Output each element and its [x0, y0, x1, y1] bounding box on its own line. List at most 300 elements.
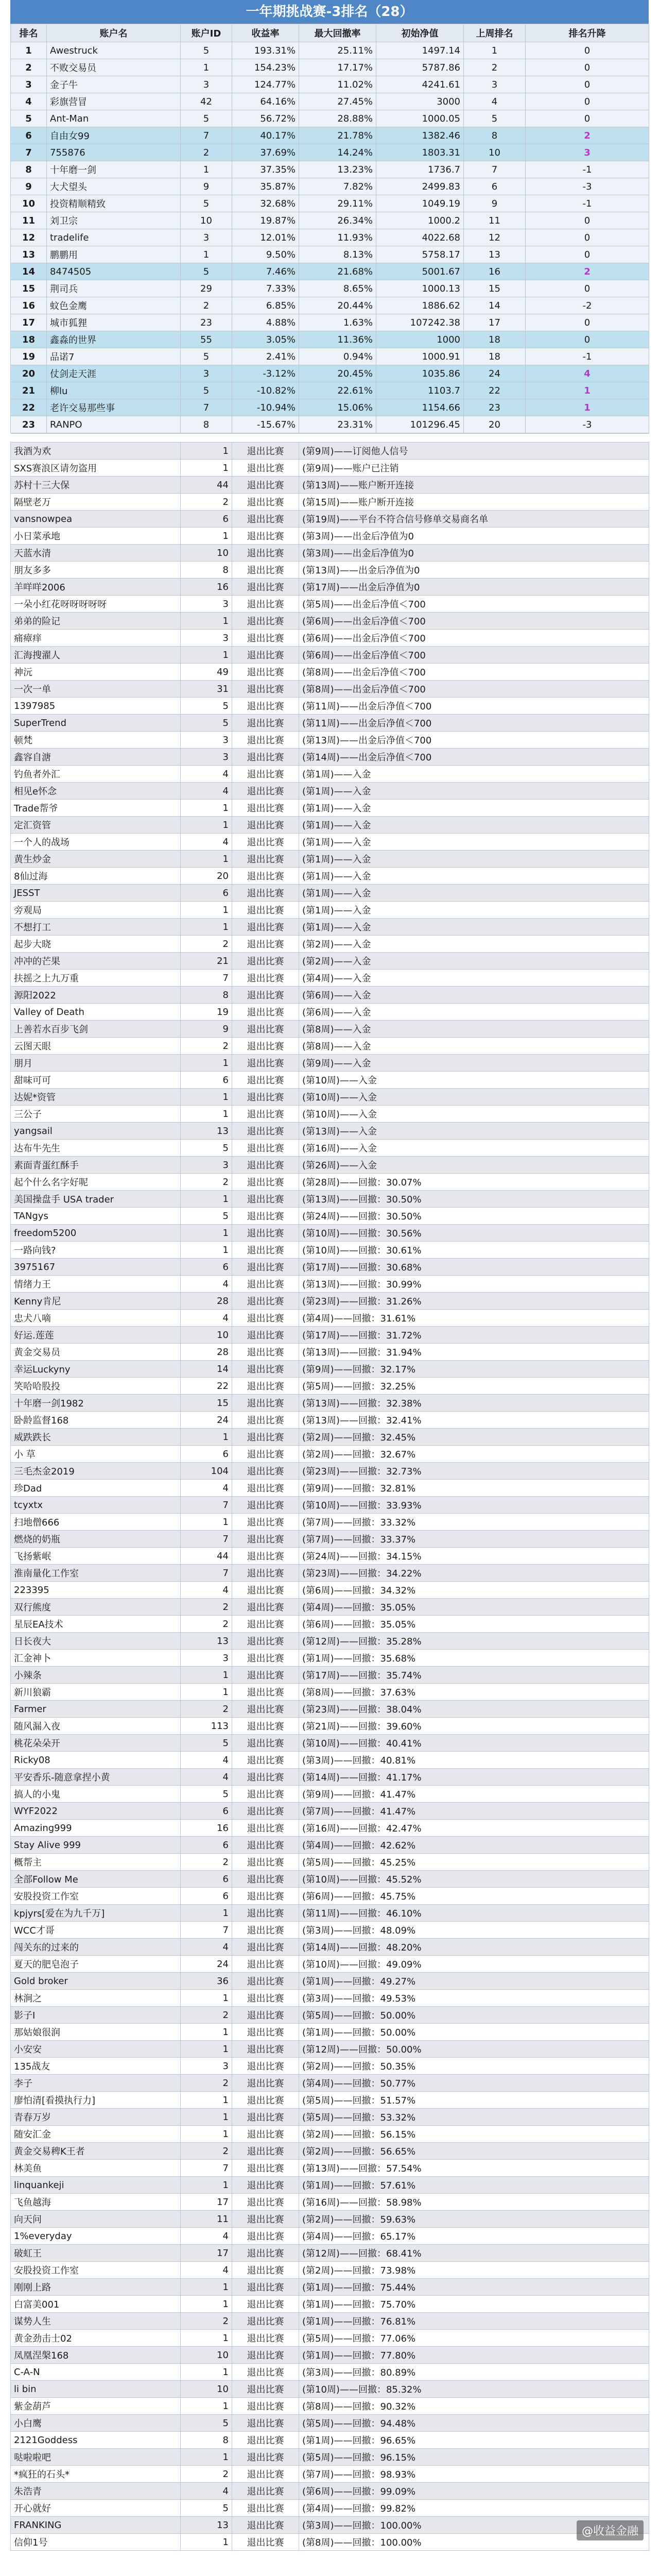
previous-rank-cell: 5	[464, 110, 526, 127]
account-name-cell: 平安香乐-随意拿捏小黄	[11, 1769, 181, 1786]
initial-nav-cell: 5787.86	[376, 59, 464, 76]
eliminated-row	[11, 681, 649, 698]
status-cell: 退出比赛	[232, 1888, 299, 1905]
ranking-row	[11, 93, 649, 110]
return-cell: 35.87%	[232, 178, 299, 195]
status-cell: 退出比赛	[232, 2194, 299, 2211]
account-name-cell: yangsail	[11, 1123, 181, 1140]
account-id-cell: 7	[181, 1922, 232, 1939]
ranking-row	[11, 314, 649, 331]
status-cell: 退出比赛	[232, 868, 299, 885]
status-cell: 退出比赛	[232, 1735, 299, 1752]
account-id-cell: 2	[181, 2466, 232, 2483]
status-cell: 退出比赛	[232, 2041, 299, 2058]
account-id-cell: 5	[181, 698, 232, 715]
account-name-cell: 双行熊度	[11, 1599, 181, 1616]
status-cell: 退出比赛	[232, 1599, 299, 1616]
status-cell: 退出比赛	[232, 1786, 299, 1803]
status-cell: 退出比赛	[232, 1344, 299, 1361]
status-cell: 退出比赛	[232, 443, 299, 460]
account-name-cell: 弟弟的险记	[11, 613, 181, 630]
eliminated-row	[11, 1718, 649, 1735]
account-id-cell: 4	[181, 1480, 232, 1497]
return-cell: 19.87%	[232, 212, 299, 229]
ranking-row	[11, 42, 649, 59]
reason-cell: (第15周)——账户断开连接	[299, 494, 649, 511]
eliminated-row	[11, 2024, 649, 2041]
status-cell: 退出比赛	[232, 511, 299, 528]
account-id-cell: 42	[181, 93, 232, 110]
reason-cell: (第2周)——回撤：32.45%	[299, 1429, 649, 1446]
status-cell: 退出比赛	[232, 630, 299, 647]
ranking-row	[11, 280, 649, 297]
eliminated-row	[11, 834, 649, 851]
status-cell: 退出比赛	[232, 1310, 299, 1327]
account-id-cell: 1	[181, 2364, 232, 2381]
status-cell: 退出比赛	[232, 766, 299, 783]
ranking-row	[11, 144, 649, 161]
account-name-cell: 定汇资管	[11, 817, 181, 834]
return-cell: 6.85%	[232, 297, 299, 314]
account-name-cell: 黄金交易员	[11, 1344, 181, 1361]
status-cell: 退出比赛	[232, 596, 299, 613]
account-name-cell: 飞扬紫岷	[11, 1548, 181, 1565]
account-name-cell: 自由女99	[47, 127, 181, 144]
eliminated-row	[11, 2466, 649, 2483]
status-cell: 退出比赛	[232, 1293, 299, 1310]
eliminated-row	[11, 2313, 649, 2330]
eliminated-row	[11, 1446, 649, 1463]
reason-cell: (第1周)——入金	[299, 834, 649, 851]
eliminated-row	[11, 2398, 649, 2415]
eliminated-row	[11, 1497, 649, 1514]
eliminated-row	[11, 1565, 649, 1582]
status-cell: 退出比赛	[232, 1480, 299, 1497]
reason-cell: (第5周)——回撤：45.25%	[299, 1854, 649, 1871]
account-name-cell: SuperTrend	[11, 715, 181, 732]
account-id-cell: 8	[181, 416, 232, 433]
reason-cell: (第7周)——回撤：98.93%	[299, 2466, 649, 2483]
status-cell: 退出比赛	[232, 1871, 299, 1888]
return-cell: -10.94%	[232, 399, 299, 416]
reason-cell: (第8周)——回撤：100.00%	[299, 2534, 649, 2551]
account-id-cell: 15	[181, 1395, 232, 1412]
eliminated-row	[11, 1803, 649, 1820]
account-name-cell: Ricky08	[11, 1752, 181, 1769]
rank-cell: 2	[11, 59, 47, 76]
ranking-row	[11, 382, 649, 399]
account-id-cell: 1	[181, 1089, 232, 1106]
account-id-cell: 1	[181, 443, 232, 460]
account-id-cell: 5	[181, 1735, 232, 1752]
reason-cell: (第13周)——回撤：57.54%	[299, 2160, 649, 2177]
account-name-cell: TANgys	[11, 1208, 181, 1225]
account-id-cell: 4	[181, 1769, 232, 1786]
account-name-cell: *疯狂的石头*	[11, 2466, 181, 2483]
account-id-cell: 1	[181, 1055, 232, 1072]
ranking-row	[11, 110, 649, 127]
rank-cell: 8	[11, 161, 47, 178]
account-id-cell: 4	[181, 834, 232, 851]
account-id-cell: 4	[181, 2483, 232, 2500]
return-cell: -15.67%	[232, 416, 299, 433]
rank-cell: 9	[11, 178, 47, 195]
ranking-row	[11, 297, 649, 314]
account-name-cell: 上善若水百步飞剑	[11, 1021, 181, 1038]
reason-cell: (第10周)——回撤：49.09%	[299, 1956, 649, 1973]
eliminated-row	[11, 1072, 649, 1089]
reason-cell: (第1周)——回撤：75.44%	[299, 2279, 649, 2296]
account-name-cell: 不想打工	[11, 919, 181, 936]
status-cell: 退出比赛	[232, 1633, 299, 1650]
ranking-row	[11, 348, 649, 365]
account-name-cell: 黄生炒金	[11, 851, 181, 868]
reason-cell: (第23周)——回撤：34.22%	[299, 1565, 649, 1582]
account-id-cell: 3	[181, 749, 232, 766]
account-name-cell: 一个人的战场	[11, 834, 181, 851]
account-name-cell: 李子	[11, 2075, 181, 2092]
return-cell: 32.68%	[232, 195, 299, 212]
account-name-cell: 影子I	[11, 2007, 181, 2024]
account-name-cell: 钓鱼者外汇	[11, 766, 181, 783]
reason-cell: (第1周)——回撤：76.81%	[299, 2313, 649, 2330]
account-name-cell: 青春万岁	[11, 2109, 181, 2126]
eliminated-row	[11, 749, 649, 766]
reason-cell: (第6周)——回撤：45.75%	[299, 1888, 649, 1905]
rank-cell: 12	[11, 229, 47, 246]
previous-rank-cell: 14	[464, 297, 526, 314]
reason-cell: (第2周)——入金	[299, 953, 649, 970]
account-id-cell: 5	[181, 1140, 232, 1157]
account-name-cell: 3975167	[11, 1259, 181, 1276]
account-id-cell: 8	[181, 562, 232, 579]
account-id-cell: 55	[181, 331, 232, 348]
status-cell: 退出比赛	[232, 1956, 299, 1973]
initial-nav-cell: 1049.19	[376, 195, 464, 212]
eliminated-row	[11, 1735, 649, 1752]
account-id-cell: 1	[181, 1429, 232, 1446]
rank-cell: 23	[11, 416, 47, 433]
ranking-row	[11, 178, 649, 195]
eliminated-row	[11, 817, 649, 834]
status-cell: 退出比赛	[232, 1582, 299, 1599]
eliminated-row	[11, 2347, 649, 2364]
previous-rank-cell: 7	[464, 161, 526, 178]
rank-change-cell: -1	[526, 161, 649, 178]
eliminated-row	[11, 1837, 649, 1854]
account-name-cell: 林美鱼	[11, 2160, 181, 2177]
account-name-cell: 谋势人生	[11, 2313, 181, 2330]
rank-cell: 19	[11, 348, 47, 365]
eliminated-row	[11, 868, 649, 885]
status-cell: 退出比赛	[232, 1922, 299, 1939]
status-cell: 退出比赛	[232, 2262, 299, 2279]
account-id-cell: 5	[181, 42, 232, 59]
status-cell: 退出比赛	[232, 1140, 299, 1157]
account-id-cell: 1	[181, 902, 232, 919]
eliminated-row	[11, 1361, 649, 1378]
status-cell: 退出比赛	[232, 1429, 299, 1446]
rank-cell: 22	[11, 399, 47, 416]
reason-cell: (第4周)——回撤：31.61%	[299, 1310, 649, 1327]
account-id-cell: 3	[181, 365, 232, 382]
account-id-cell: 1	[181, 2279, 232, 2296]
account-id-cell: 49	[181, 664, 232, 681]
account-id-cell: 2	[181, 1599, 232, 1616]
account-id-cell: 1	[181, 1242, 232, 1259]
account-id-cell: 1	[181, 800, 232, 817]
account-name-cell: 幸运Luckyny	[11, 1361, 181, 1378]
account-id-cell: 104	[181, 1463, 232, 1480]
account-id-cell: 6	[181, 1803, 232, 1820]
status-cell: 退出比赛	[232, 2279, 299, 2296]
eliminated-row	[11, 1786, 649, 1803]
eliminated-row	[11, 1582, 649, 1599]
account-id-cell: 7	[181, 1497, 232, 1514]
eliminated-row	[11, 1259, 649, 1276]
status-cell: 退出比赛	[232, 2500, 299, 2517]
account-id-cell: 1	[181, 2109, 232, 2126]
initial-nav-cell: 4241.61	[376, 76, 464, 93]
eliminated-row	[11, 2211, 649, 2228]
rank-cell: 1	[11, 42, 47, 59]
reason-cell: (第4周)——回撤：50.77%	[299, 2075, 649, 2092]
account-id-cell: 11	[181, 2211, 232, 2228]
status-cell: 退出比赛	[232, 1990, 299, 2007]
rank-change-cell: 0	[526, 246, 649, 263]
column-header: 收益率	[232, 24, 299, 42]
account-name-cell: 素面青蛋红酥手	[11, 1157, 181, 1174]
reason-cell: (第3周)——回撤：49.53%	[299, 1990, 649, 2007]
account-id-cell: 3	[181, 2058, 232, 2075]
status-cell: 退出比赛	[232, 902, 299, 919]
status-cell: 退出比赛	[232, 800, 299, 817]
eliminated-row	[11, 2279, 649, 2296]
initial-nav-cell: 4022.68	[376, 229, 464, 246]
account-id-cell: 1	[181, 1990, 232, 2007]
status-cell: 退出比赛	[232, 1446, 299, 1463]
account-name-cell: 老许交易那些事	[47, 399, 181, 416]
account-name-cell: 汇金神卜	[11, 1650, 181, 1667]
account-name-cell: 源阳2022	[11, 987, 181, 1004]
account-name-cell: 威跌跌长	[11, 1429, 181, 1446]
eliminated-row	[11, 715, 649, 732]
account-id-cell: 2	[181, 2075, 232, 2092]
account-name-cell: 蚊色金鹰	[47, 297, 181, 314]
previous-rank-cell: 24	[464, 365, 526, 382]
eliminated-row	[11, 1650, 649, 1667]
eliminated-row	[11, 2415, 649, 2432]
eliminated-row	[11, 664, 649, 681]
reason-cell: (第11周)——出金后净值＜700	[299, 715, 649, 732]
status-cell: 退出比赛	[232, 2364, 299, 2381]
rank-change-cell: 0	[526, 229, 649, 246]
status-cell: 退出比赛	[232, 2483, 299, 2500]
eliminated-row	[11, 2041, 649, 2058]
reason-cell: (第2周)——回撤：56.15%	[299, 2126, 649, 2143]
account-name-cell: FRANKING	[11, 2517, 181, 2534]
eliminated-row	[11, 1429, 649, 1446]
eliminated-row	[11, 1956, 649, 1973]
status-cell: 退出比赛	[232, 1327, 299, 1344]
column-header: 最大回撤率	[299, 24, 376, 42]
reason-cell: (第1周)——回撤：96.65%	[299, 2432, 649, 2449]
reason-cell: (第16周)——回撤：42.47%	[299, 1820, 649, 1837]
reason-cell: (第3周)——回撤：100.00%	[299, 2517, 649, 2534]
reason-cell: (第5周)——回撤：32.25%	[299, 1378, 649, 1395]
reason-cell: (第13周)——入金	[299, 1123, 649, 1140]
account-name-cell: WYF2022	[11, 1803, 181, 1820]
previous-rank-cell: 11	[464, 212, 526, 229]
account-name-cell: 2121Goddess	[11, 2432, 181, 2449]
account-id-cell: 1	[181, 2041, 232, 2058]
reason-cell: (第9周)——订阅他人信号	[299, 443, 649, 460]
account-name-cell: 廖怕清[看摸执行力]	[11, 2092, 181, 2109]
status-cell: 退出比赛	[232, 1021, 299, 1038]
drawdown-cell: 22.61%	[299, 382, 376, 399]
previous-rank-cell: 6	[464, 178, 526, 195]
eliminated-row	[11, 1191, 649, 1208]
status-cell: 退出比赛	[232, 2415, 299, 2432]
status-cell: 退出比赛	[232, 562, 299, 579]
account-id-cell: 4	[181, 783, 232, 800]
previous-rank-cell: 18	[464, 331, 526, 348]
ranking-row	[11, 76, 649, 93]
account-id-cell: 7	[181, 399, 232, 416]
status-cell: 退出比赛	[232, 579, 299, 596]
drawdown-cell: 7.82%	[299, 178, 376, 195]
reason-cell: (第8周)——入金	[299, 1021, 649, 1038]
eliminated-row	[11, 919, 649, 936]
account-id-cell: 14	[181, 1361, 232, 1378]
eliminated-row	[11, 1769, 649, 1786]
account-name-cell: Valley of Death	[11, 1004, 181, 1021]
eliminated-row	[11, 1616, 649, 1633]
rank-change-cell: 1	[526, 399, 649, 416]
status-cell: 退出比赛	[232, 732, 299, 749]
eliminated-row	[11, 2194, 649, 2211]
reason-cell: (第1周)——入金	[299, 851, 649, 868]
account-id-cell: 9	[181, 178, 232, 195]
drawdown-cell: 11.02%	[299, 76, 376, 93]
reason-cell: (第1周)——回撤：50.00%	[299, 2024, 649, 2041]
account-id-cell: 3	[181, 596, 232, 613]
account-id-cell: 1	[181, 1225, 232, 1242]
eliminated-row	[11, 2058, 649, 2075]
account-name-cell: 林涧之	[11, 1990, 181, 2007]
reason-cell: (第5周)——回撤：94.48%	[299, 2415, 649, 2432]
account-name-cell: 好运.莲莲	[11, 1327, 181, 1344]
status-cell: 退出比赛	[232, 2449, 299, 2466]
status-cell: 退出比赛	[232, 834, 299, 851]
status-cell: 退出比赛	[232, 545, 299, 562]
account-name-cell: 相见e怀念	[11, 783, 181, 800]
account-id-cell: 3	[181, 1650, 232, 1667]
eliminated-row	[11, 1990, 649, 2007]
eliminated-row	[11, 1922, 649, 1939]
reason-cell: (第10周)——回撤：45.52%	[299, 1871, 649, 1888]
account-name-cell: linquankeji	[11, 2177, 181, 2194]
table-title: 一年期挑战赛-3排名（28）	[10, 0, 649, 24]
eliminated-row	[11, 2245, 649, 2262]
reason-cell: (第23周)——回撤：31.26%	[299, 1293, 649, 1310]
rank-change-cell: 0	[526, 331, 649, 348]
account-id-cell: 7	[181, 127, 232, 144]
account-id-cell: 6	[181, 1888, 232, 1905]
reason-cell: (第23周)——回撤：32.73%	[299, 1463, 649, 1480]
eliminated-table	[10, 433, 649, 2551]
eliminated-row	[11, 1531, 649, 1548]
reason-cell: (第12周)——回撤：35.28%	[299, 1633, 649, 1650]
account-name-cell: 8474505	[47, 263, 181, 280]
reason-cell: (第8周)——入金	[299, 1038, 649, 1055]
reason-cell: (第1周)——入金	[299, 817, 649, 834]
eliminated-row	[11, 1684, 649, 1701]
account-name-cell: 鹏鹏用	[47, 246, 181, 263]
status-cell: 退出比赛	[232, 2007, 299, 2024]
eliminated-row	[11, 1820, 649, 1837]
account-id-cell: 7	[181, 2160, 232, 2177]
account-id-cell: 16	[181, 579, 232, 596]
eliminated-row	[11, 1293, 649, 1310]
status-cell: 退出比赛	[232, 1378, 299, 1395]
rank-change-cell: 0	[526, 314, 649, 331]
account-id-cell: 10	[181, 2381, 232, 2398]
reason-cell: (第1周)——入金	[299, 800, 649, 817]
column-header: 排名	[11, 24, 47, 42]
account-name-cell: Gold broker	[11, 1973, 181, 1990]
account-id-cell: 2	[181, 1174, 232, 1191]
account-name-cell: 柳lu	[47, 382, 181, 399]
reason-cell: (第3周)——回撤：80.89%	[299, 2364, 649, 2381]
eliminated-row	[11, 613, 649, 630]
account-id-cell: 4	[181, 1582, 232, 1599]
reason-cell: (第13周)——出金后净值为0	[299, 562, 649, 579]
reason-cell: (第10周)——回撤：33.93%	[299, 1497, 649, 1514]
drawdown-cell: 15.06%	[299, 399, 376, 416]
initial-nav-cell: 1035.86	[376, 365, 464, 382]
ranking-row	[11, 399, 649, 416]
account-name-cell: 大犬望头	[47, 178, 181, 195]
account-name-cell: 随风漏入夜	[11, 1718, 181, 1735]
initial-nav-cell: 1736.7	[376, 161, 464, 178]
eliminated-row	[11, 494, 649, 511]
status-cell: 退出比赛	[232, 1157, 299, 1174]
status-cell: 退出比赛	[232, 698, 299, 715]
rank-cell: 16	[11, 297, 47, 314]
reason-cell: (第10周)——回撤：40.41%	[299, 1735, 649, 1752]
account-name-cell: 鑫淼的世界	[47, 331, 181, 348]
account-id-cell: 7	[181, 970, 232, 987]
account-name-cell: 笑哈哈股投	[11, 1378, 181, 1395]
reason-cell: (第7周)——回撤：33.37%	[299, 1531, 649, 1548]
account-name-cell: 达妮*资管	[11, 1089, 181, 1106]
ranking-row	[11, 127, 649, 144]
status-cell: 退出比赛	[232, 613, 299, 630]
status-cell: 退出比赛	[232, 2466, 299, 2483]
account-name-cell: 不败交易员	[47, 59, 181, 76]
reason-cell: (第7周)——回撤：33.32%	[299, 1514, 649, 1531]
eliminated-row	[11, 2109, 649, 2126]
status-cell: 退出比赛	[232, 2381, 299, 2398]
eliminated-row	[11, 800, 649, 817]
eliminated-row	[11, 2143, 649, 2160]
rank-change-cell: 0	[526, 280, 649, 297]
account-id-cell: 1	[181, 647, 232, 664]
account-id-cell: 5	[181, 1208, 232, 1225]
eliminated-row	[11, 766, 649, 783]
initial-nav-cell: 5758.17	[376, 246, 464, 263]
